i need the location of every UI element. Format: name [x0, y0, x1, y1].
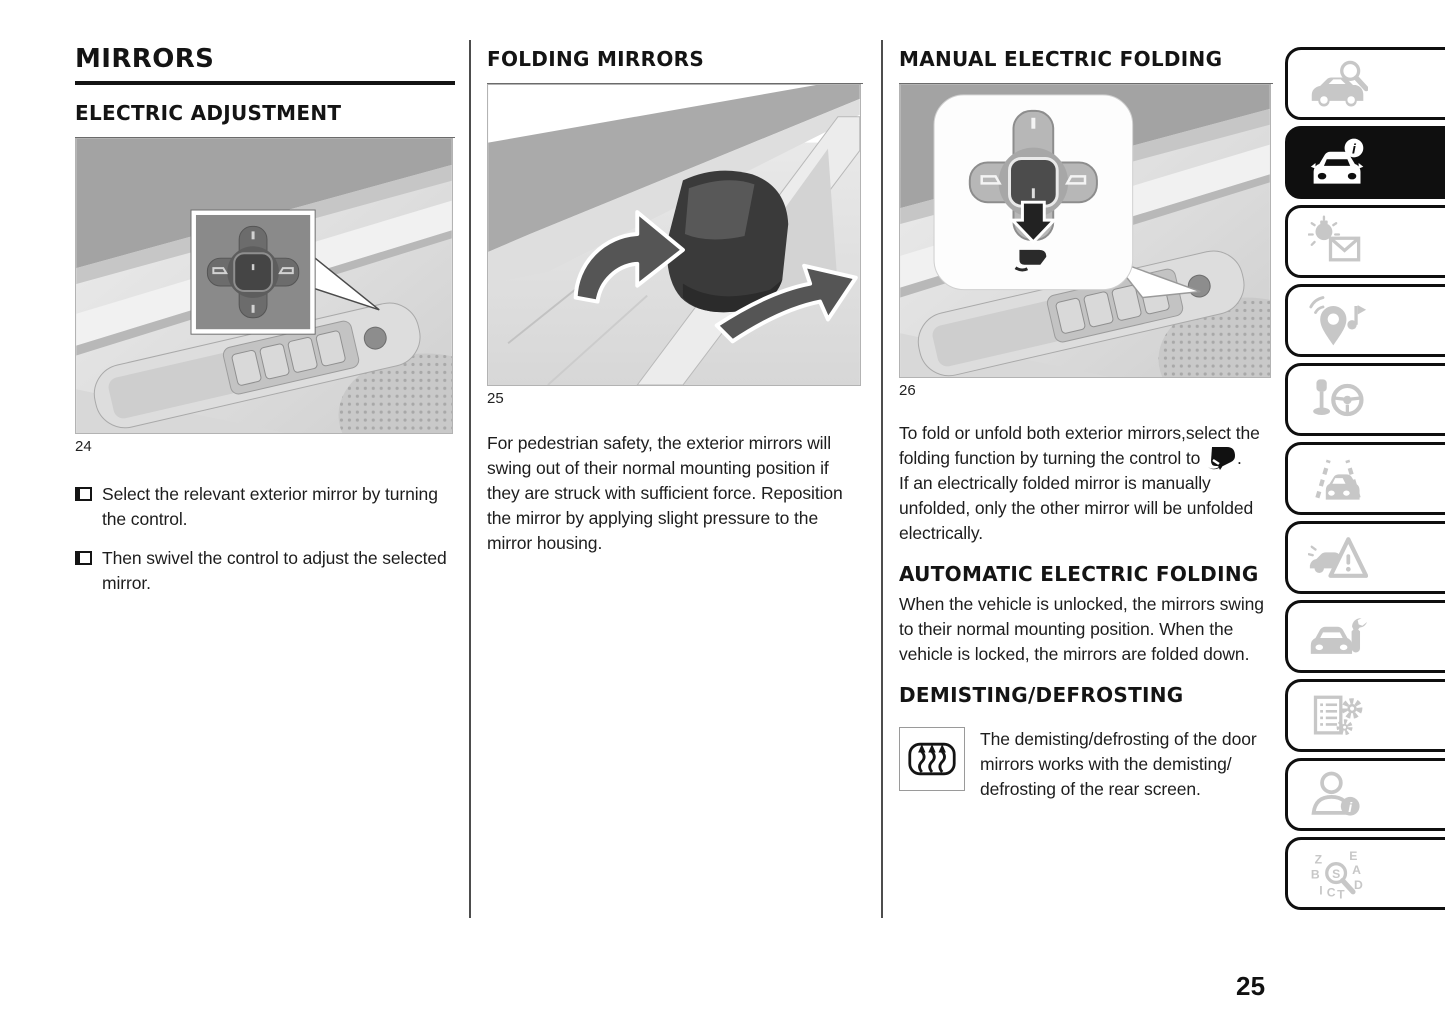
sidebar-tab-instruments[interactable] [1285, 126, 1445, 199]
figure-label: 24 [75, 438, 92, 455]
figure-26-folding-control [899, 84, 1271, 378]
svg-text:i: i [1348, 798, 1353, 815]
sidebar-tab-lighting-messages[interactable] [1285, 205, 1445, 278]
figure-24-door-mirror-control [75, 138, 453, 434]
car-info-icon [1308, 136, 1368, 190]
svg-text:D: D [1353, 877, 1363, 892]
square-bullet-icon [75, 551, 92, 565]
technical-data-icon [1308, 689, 1368, 743]
demist-defrost-icon [907, 736, 957, 782]
maintenance-icon [1308, 610, 1368, 664]
folding-control-inset [934, 95, 1133, 290]
paragraph-demisting: The demisting/defrosting of the door mirrors works with the demisting/ defrosting of the rear screen. [980, 729, 1257, 799]
column-folding-mirrors [487, 40, 863, 556]
practical-info-icon [1308, 768, 1368, 822]
sidebar-tab-media-navigation[interactable] [1285, 284, 1445, 357]
sidebar-tab-overview[interactable] [1285, 47, 1445, 120]
mirror-housing [667, 171, 788, 313]
title-underline [75, 81, 455, 85]
sidebar-tab-driving-aids[interactable] [1285, 442, 1445, 515]
list-item: Select the relevant exterior mirror by turning the control. [75, 482, 455, 532]
figure-25-mirror-swing [487, 84, 861, 386]
svg-text:S: S [1332, 866, 1341, 881]
column-divider [881, 40, 883, 918]
mirror-control-inset [191, 210, 315, 334]
sidebar-tab-practical-info[interactable] [1285, 758, 1445, 831]
figure-label: 26 [899, 382, 916, 399]
column-manual-electric-folding [899, 40, 1273, 802]
column-divider [469, 40, 471, 918]
driving-aids-icon [1308, 452, 1368, 506]
section-heading-folding-mirrors: FOLDING MIRRORS [487, 47, 705, 71]
svg-text:A: A [1352, 862, 1361, 877]
sidebar-tab-index[interactable] [1285, 837, 1445, 910]
sidebar-tab-driving[interactable] [1285, 363, 1445, 436]
svg-text:I: I [1319, 883, 1323, 898]
paragraph-manual-unfold: If an electrically folded mirror is manually unfolded, only the other mirror will be unfolded electrically. [899, 473, 1254, 543]
svg-text:B: B [1310, 867, 1320, 882]
demisting-block [899, 727, 1273, 802]
bullet-list [75, 482, 455, 596]
sidebar-tab-maintenance[interactable] [1285, 600, 1445, 673]
driving-controls-icon [1308, 373, 1368, 427]
car-overview-search-icon [1308, 57, 1368, 111]
figure-label: 25 [487, 390, 504, 407]
section-heading-demisting: DEMISTING/DEFROSTING [899, 683, 1184, 707]
page-number: 25 [1236, 971, 1266, 1001]
section-heading-electric-adjustment: ELECTRIC ADJUSTMENT [75, 101, 342, 125]
paragraph-pedestrian-safety: For pedestrian safety, the exterior mirrors will swing out of their normal mounting position if they are struck with sufficient force. Reposition the mirror by applying slight pressure to the mirror housing. [487, 433, 843, 553]
svg-text:i: i [1351, 140, 1356, 157]
svg-text:C: C [1326, 885, 1336, 899]
list-item: Then swivel the control to adjust the selected mirror. [75, 546, 455, 596]
chapter-tab-bar [1285, 47, 1445, 910]
mirror-fold-icon [1206, 446, 1236, 470]
paragraph-fold-unfold: To fold or unfold both exterior mirrors,select the folding function by turning the control to . [899, 423, 1260, 468]
emergency-breakdown-icon [1308, 531, 1368, 585]
svg-text:T: T [1337, 886, 1345, 901]
svg-text:E: E [1349, 848, 1358, 863]
column-electric-adjustment [75, 40, 455, 610]
page-title: MIRRORS [75, 44, 215, 74]
lighting-message-icon [1308, 215, 1368, 269]
paragraph-automatic-folding: When the vehicle is unlocked, the mirrors swing to their normal mounting position. When the vehicle is locked, the mirrors are folded down. [899, 594, 1264, 664]
media-navigation-icon [1308, 294, 1368, 348]
section-heading-manual-electric-folding: MANUAL ELECTRIC FOLDING [899, 47, 1223, 71]
alphabetical-index-icon [1308, 847, 1368, 901]
svg-text:Z: Z [1314, 852, 1322, 867]
section-heading-automatic-electric-folding: AUTOMATIC ELECTRIC FOLDING [899, 562, 1259, 586]
square-bullet-icon [75, 487, 92, 501]
demist-icon-box [899, 727, 965, 791]
sidebar-tab-technical-data[interactable] [1285, 679, 1445, 752]
sidebar-tab-emergency[interactable] [1285, 521, 1445, 594]
